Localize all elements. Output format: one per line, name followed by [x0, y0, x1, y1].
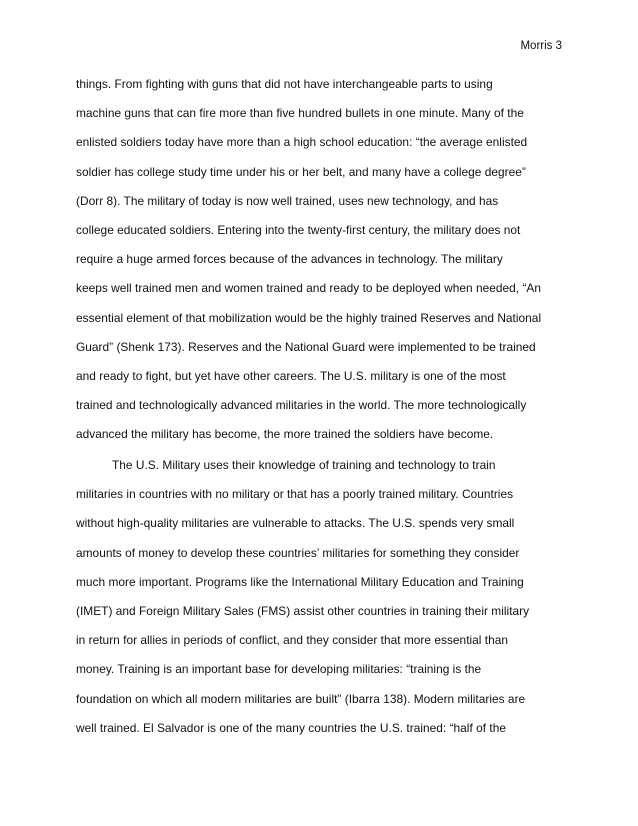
text-line: and ready to fight, but yet have other careers. The U.S. military is one of the most [76, 368, 506, 383]
text-line: enlisted soldiers today have more than a high school education: “the average enlisted [76, 135, 528, 150]
text-line: (Dorr 8). The military of today is now well trained, uses new technology, and has [76, 193, 499, 208]
text-line: amounts of money to develop these countries’ militaries for something they consider [76, 545, 520, 560]
paragraph [76, 451, 576, 743]
text-line: machine guns that can fire more than five hundred bullets in one minute. Many of the [76, 106, 524, 121]
text-line: soldier has college study time under his or her belt, and many have a college degree” [76, 164, 526, 179]
text-line: foundation on which all modern militaries are built” (Ibarra 138). Modern militaries are [76, 691, 526, 706]
body-text [76, 70, 576, 743]
text-line: (IMET) and Foreign Military Sales (FMS) assist other countries in training their military [76, 603, 530, 618]
text-line: essential element of that mobilization would be the highly trained Reserves and National [76, 310, 542, 325]
text-line: things. From fighting with guns that did not have interchangeable parts to using [76, 77, 493, 91]
text-line: Guard” (Shenk 173). Reserves and the National Guard were implemented to be trained [76, 339, 536, 354]
text-line: in return for allies in periods of conflict, and they consider that more essential than [76, 633, 509, 648]
text-line: advanced the military has become, the more trained the soldiers have become. [76, 427, 494, 442]
text-line-indented: The U.S. Military uses their knowledge of training and technology to train [112, 458, 496, 473]
text-line: much more important. Programs like the International Military Education and Training [76, 574, 524, 589]
text-line: without high-quality militaries are vulnerable to attacks. The U.S. spends very small [76, 516, 515, 531]
text-line: keeps well trained men and women trained and ready to be deployed when needed, “An [76, 281, 542, 296]
text-line: militaries in countries with no military or that has a poorly trained military. Countries [76, 487, 514, 502]
text-line: trained and technologically advanced militaries in the world. The more technologically [76, 398, 527, 413]
paragraph [76, 70, 576, 449]
text-line: require a huge armed forces because of the advances in technology. The military [76, 252, 503, 267]
text-line: money. Training is an important base for developing militaries: “training is the [76, 662, 482, 677]
page-header-running-head: Morris 3 [520, 40, 562, 52]
text-line: well trained. El Salvador is one of the many countries the U.S. trained: “half of the [76, 720, 506, 735]
text-line: college educated soldiers. Entering into the twenty-first century, the military does not [76, 222, 521, 237]
